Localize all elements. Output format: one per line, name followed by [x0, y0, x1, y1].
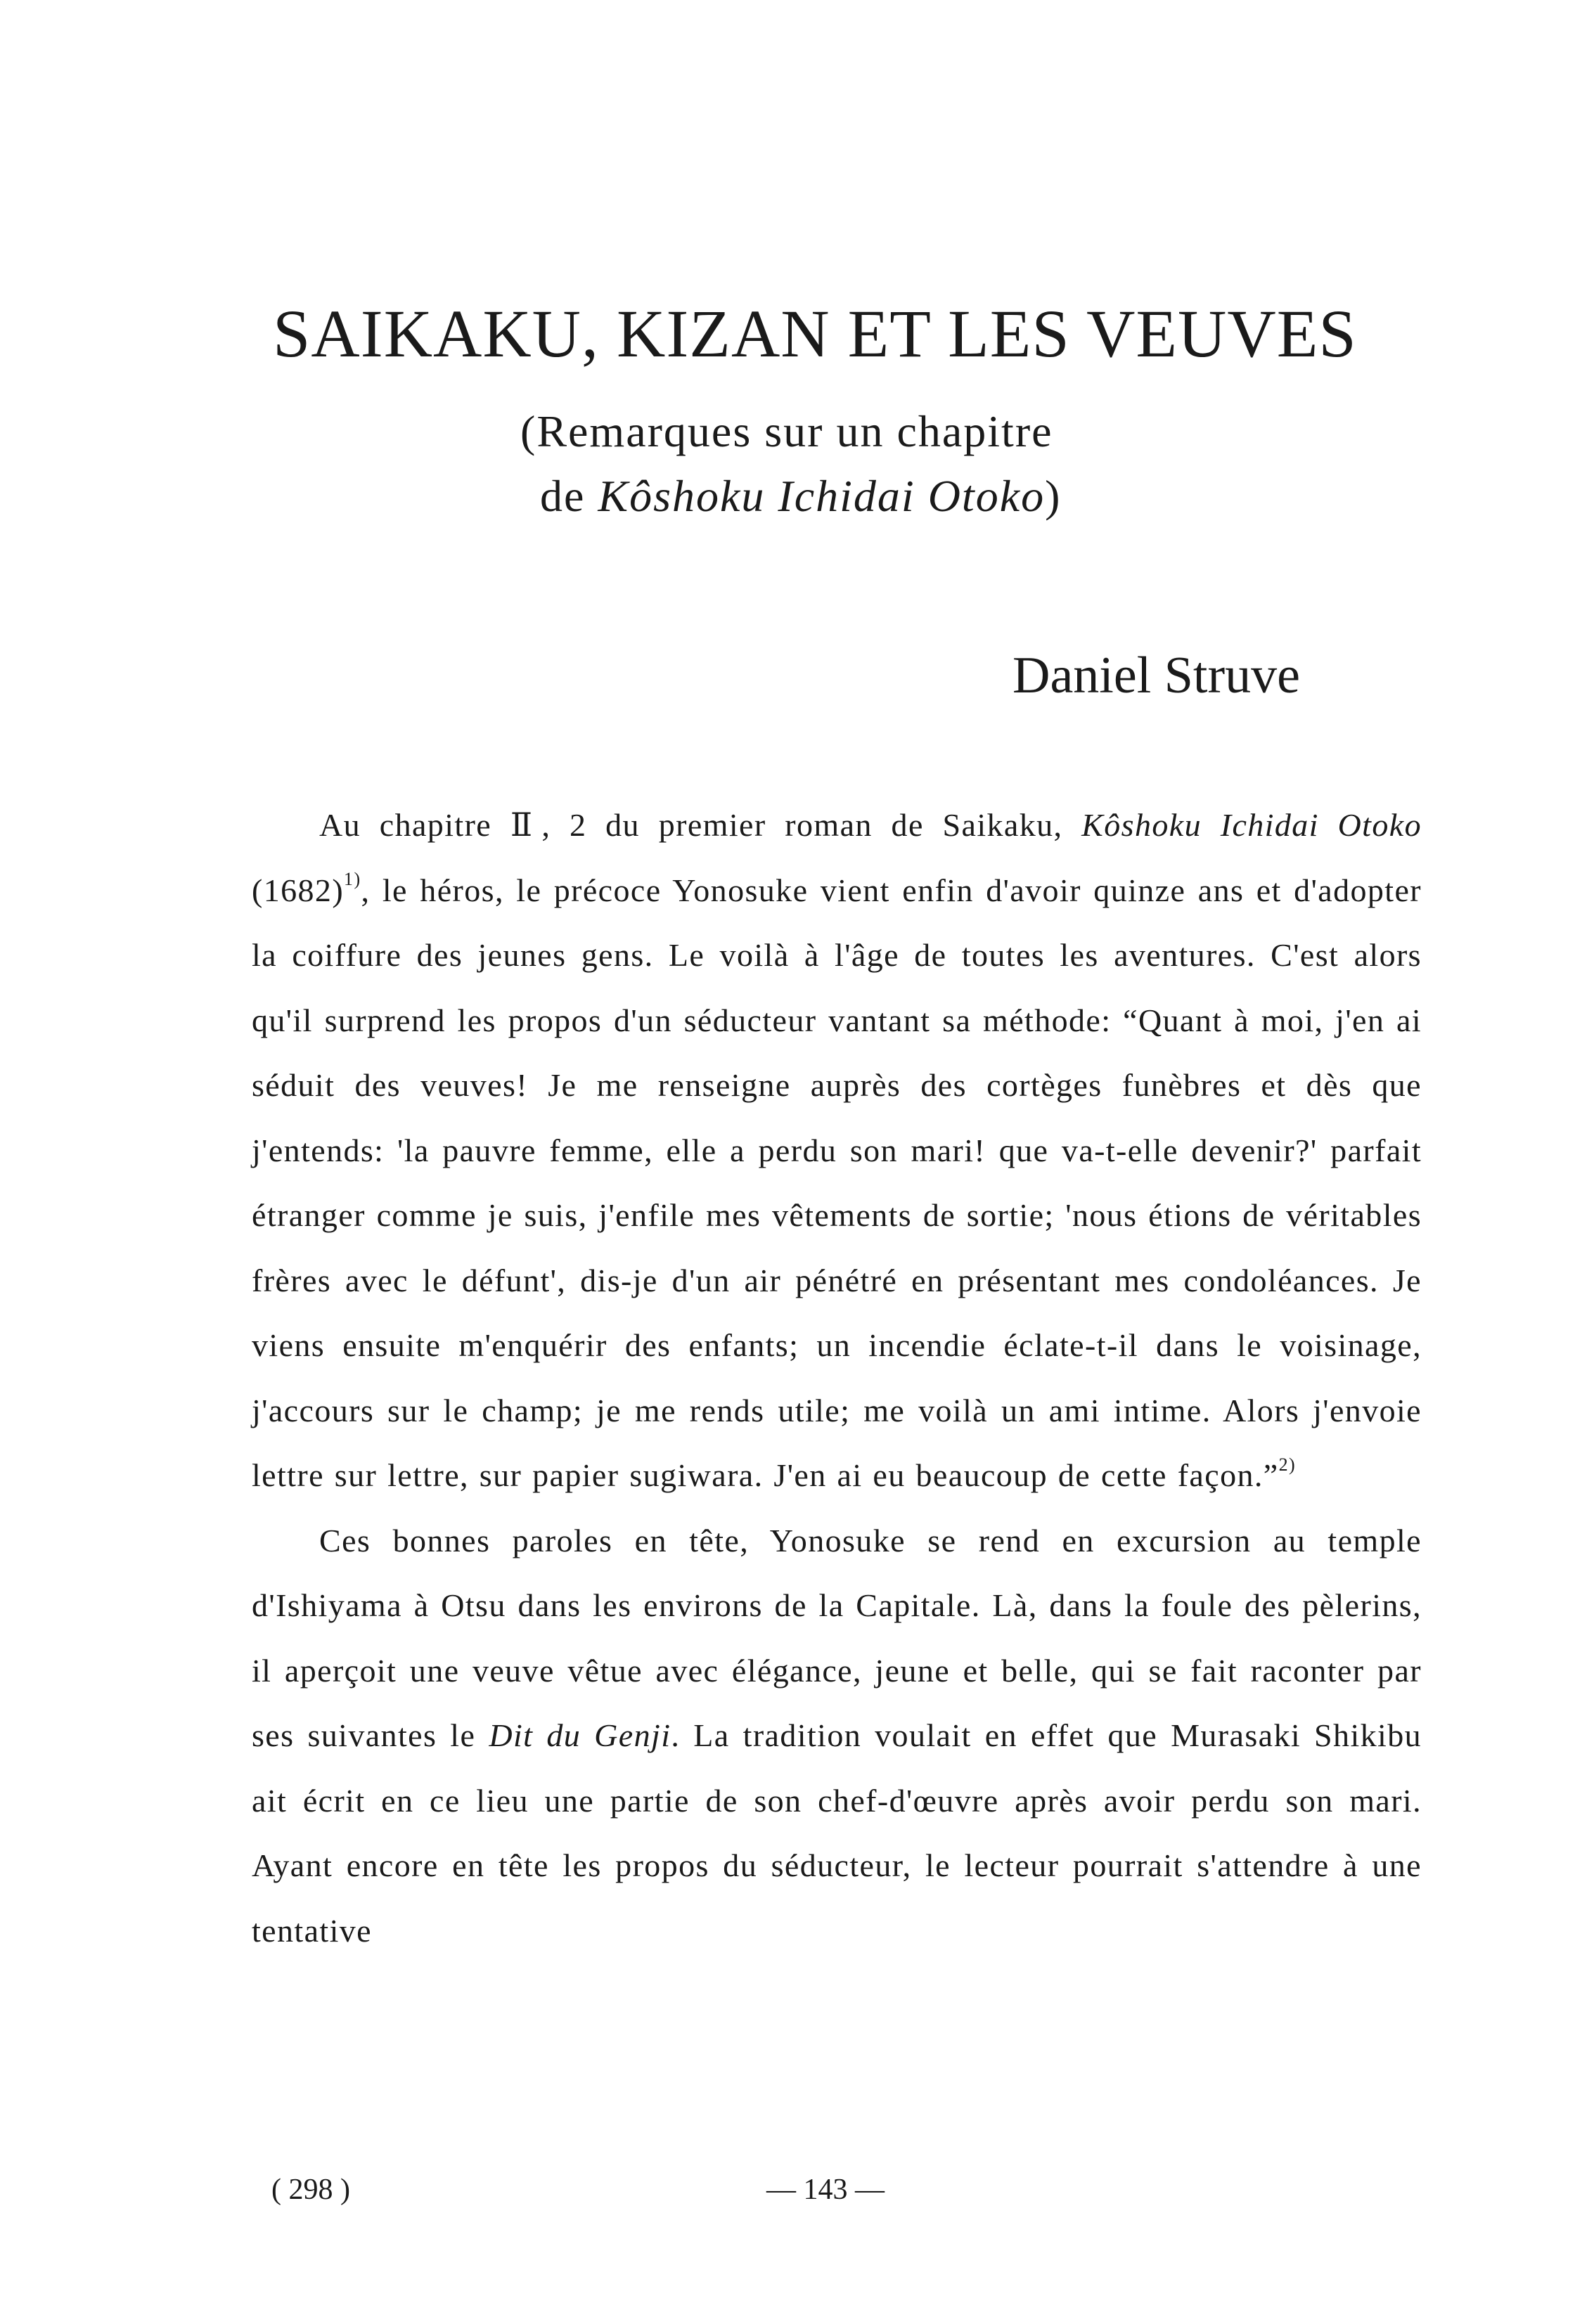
- subtitle-work-title: Kôshoku Ichidai Otoko: [598, 471, 1046, 521]
- subtitle-line-2: [520, 464, 1364, 529]
- paragraph-1-work-title: Kôshoku Ichidai Otoko: [1081, 807, 1422, 843]
- paragraph-1-text-c: , le héros, le précoce Yonosuke vient enfin d'avoir quinze ans et d'adopter la coiffure des jeunes gens. Le voilà à l'âge de toutes les aventures. C'est alors qu'il surprend les propos d'un séducteur vantant sa méthode: “Quant à moi, j'en ai séduit des veuves! Je me renseigne auprès des cortèges funèbres et dès que j'entends: 'la pauvre femme, elle a perdu son mari! que va-t-elle devenir?' parfait étranger comme je suis, j'enfile mes vêtements de sortie; 'nous étions de véritables frères avec le défunt', dis-je d'un air pénétré en présentant mes condoléances. Je viens ensuite m'enquérir des enfants; un incendie éclate-t-il dans le voisinage, j'accours sur le champ; je me rends utile; me voilà un ami intime. Alors j'envoie lettre sur lettre, sur papier sugiwara. J'en ai eu beaucoup de cette façon.”: [252, 872, 1422, 1493]
- paragraph-1: [252, 793, 1422, 1509]
- subtitle-suffix: ): [1045, 471, 1062, 521]
- paragraph-2-work-title: Dit du Genji: [489, 1717, 671, 1753]
- paragraph-1-text-b: (1682): [252, 872, 345, 908]
- paragraph-2-text-b: . La tradition voulait en effet que Murasaki Shikibu ait écrit en ce lieu une partie de son chef-d'œuvre après avoir perdu son mari. Ayant encore en tête les propos du séducteur, le lecteur pourrait s'attendre à une tentative: [252, 1717, 1422, 1949]
- paragraph-1-text-a: Au chapitre Ⅱ, 2 du premier roman de Saikaku,: [319, 807, 1082, 843]
- author-name: Daniel Struve: [1012, 647, 1300, 704]
- paragraph-2: [252, 1509, 1422, 1964]
- article-subtitle: [520, 399, 1364, 529]
- subtitle-prefix: de: [540, 471, 598, 521]
- page-number: — 143 —: [766, 2174, 885, 2206]
- subtitle-line-1: (Remarques sur un chapitre: [520, 406, 1053, 456]
- footnote-marker-2: 2): [1278, 1454, 1297, 1475]
- volume-page-number: ( 298 ): [271, 2174, 350, 2206]
- footnote-marker-1: 1): [344, 869, 361, 890]
- article-title: SAIKAKU, KIZAN ET LES VEUVES: [273, 296, 1357, 371]
- paragraph-2-text-a: Ces bonnes paroles en tête, Yonosuke se rend en excursion au temple d'Ishiyama à Otsu dans les environs de la Capitale. Là, dans la foule des pèlerins, il aperçoit une veuve vêtue avec élégance, jeune et belle, qui se fait raconter par ses suivantes le: [252, 1522, 1422, 1753]
- article-body: [252, 793, 1422, 1963]
